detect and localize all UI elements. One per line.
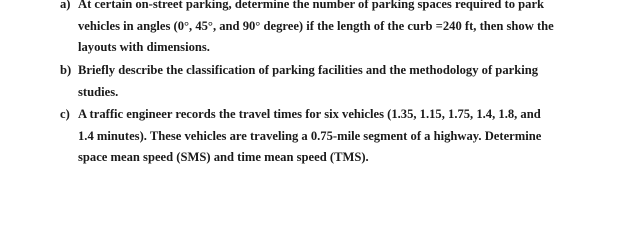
question-line: A traffic engineer records the travel times for six vehicles (1.35, 1.15, 1.75, 1.4, 1.8, and [78,107,541,121]
question-line: space mean speed (SMS) and time mean speed (TMS). [78,150,369,164]
question-c [60,104,621,169]
question-text [78,0,621,59]
question-line: studies. [78,84,119,99]
question-label: c) [60,107,70,121]
question-b [60,60,621,103]
question-line: 1.4 minutes). These vehicles are traveling a 0.75-mile segment of a highway. Determine [78,128,542,143]
question-a [60,0,621,59]
question-line: layouts with dimensions. [78,40,210,54]
question-line: Briefly describe the classification of parking facilities and the methodology of parking [78,63,539,77]
question-text [78,60,621,103]
question-label: a) [60,0,71,11]
question-text [78,104,621,169]
question-line: At certain on-street parking, determine the number of parking spaces required to park [78,0,545,11]
question-line: vehicles in angles (0°, 45°, and 90° degree) if the length of the curb =240 ft, then show the [78,18,554,33]
question-label: b) [60,63,72,77]
